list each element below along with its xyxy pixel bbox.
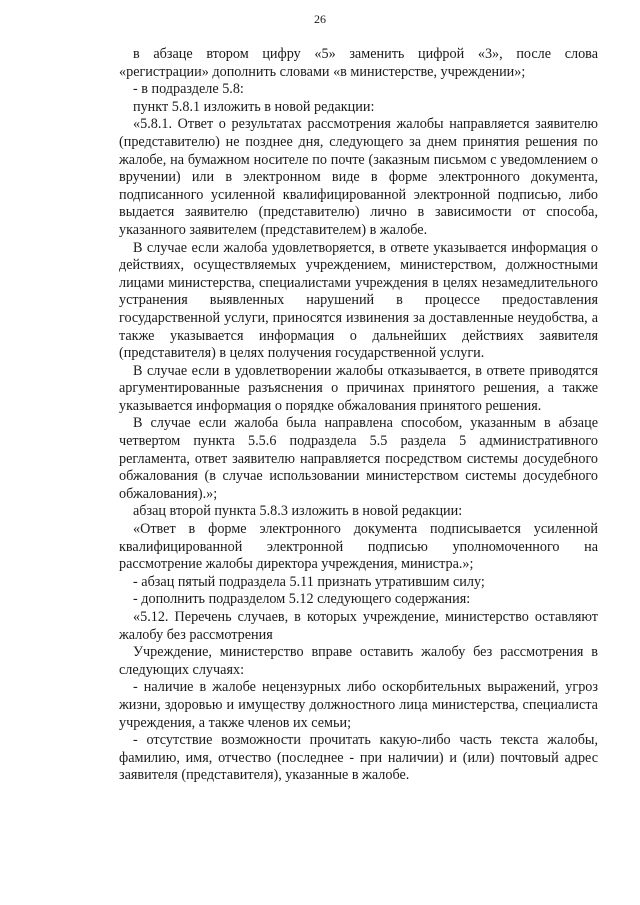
paragraph-abzats-vtoroy: в абзаце втором цифру «5» заменить цифрой «3», после слова «регистрации» дополнить словами «в министерстве, учреждении»; xyxy=(119,46,598,80)
document-text xyxy=(119,46,598,785)
paragraph-5-12-case-obscene: - наличие в жалобе нецензурных либо оскорбительных выражений, угроз жизни, здоровью и имуществу должностного лица министерства, специалиста учреждения, а также членов их семьи; xyxy=(119,679,598,731)
paragraph-5-11-void: - абзац пятый подраздела 5.11 признать утратившим силу; xyxy=(133,573,485,590)
paragraph-5-12-title: «5.12. Перечень случаев, в которых учреждение, министерство оставляют жалобу без рассмотрения xyxy=(119,609,598,643)
paragraph-5-12-cases: Учреждение, министерство вправе оставить жалобу без рассмотрения в следующих случаях: xyxy=(119,644,598,678)
paragraph-5-12-intro: - дополнить подразделом 5.12 следующего содержания: xyxy=(133,591,471,608)
page-number: 26 xyxy=(314,12,326,26)
paragraph-complaint-satisfied: В случае если жалоба удовлетворяется, в ответе указывается информация о действиях, осуществляемых учреждением, министерством, должностными лицами министерства, специалистами учреждения в целях незамедлительного устранения выявленных нарушений в процессе предоставления государственной услуги, приносятся извинения за доставленные неудобства, а также указывается информация о дальнейших действиях заявителя (представителя) в целях получения государственной услуги. xyxy=(119,239,598,362)
paragraph-punkt-5-8-1-intro: пункт 5.8.1 изложить в новой редакции: xyxy=(133,98,375,115)
paragraph-5-8-3-intro: абзац второй пункта 5.8.3 изложить в новой редакции: xyxy=(133,503,463,520)
paragraph-5-8-1-text: «5.8.1. Ответ о результатах рассмотрения жалобы направляется заявителю (представителю) не позднее дня, следующего за днем принятия решения по жалобе, на бумажном носителе по почте (заказным письмом с уведомлением о вручении) или в электронном виде в форме электронного документа, подписанного усиленной квалифицированной электронной подписью, либо выдается заявителю (представителю) лично в зависимости от способа, указанного заявителем (представителем) в жалобе. xyxy=(119,116,598,238)
paragraph-pretrial-system: В случае если жалоба была направлена способом, указанным в абзаце четвертом пункта 5.5.6 подраздела 5.5 раздела 5 административного регламента, ответ заявителю направляется посредством системы досудебного обжалования (в случае использовании министерством системы досудебного обжалования).»; xyxy=(119,415,598,502)
paragraph-podrazdel-5-8: - в подразделе 5.8: xyxy=(133,81,244,98)
paragraph-5-8-3-text: «Ответ в форме электронного документа подписывается усиленной квалифицированной электронной подписью уполномоченного на рассмотрение жалобы директора учреждения, министра.»; xyxy=(119,521,598,573)
paragraph-5-12-case-unreadable: - отсутствие возможности прочитать какую-либо часть текста жалобы, фамилию, имя, отчество (последнее - при наличии) и (или) почтовый адрес заявителя (представителя), указанные в жалобе. xyxy=(119,732,598,784)
paragraph-complaint-refused: В случае если в удовлетворении жалобы отказывается, в ответе приводятся аргументированные разъяснения о причинах принятого решения, а также указывается информация о порядке обжалования принятого решения. xyxy=(119,362,598,414)
